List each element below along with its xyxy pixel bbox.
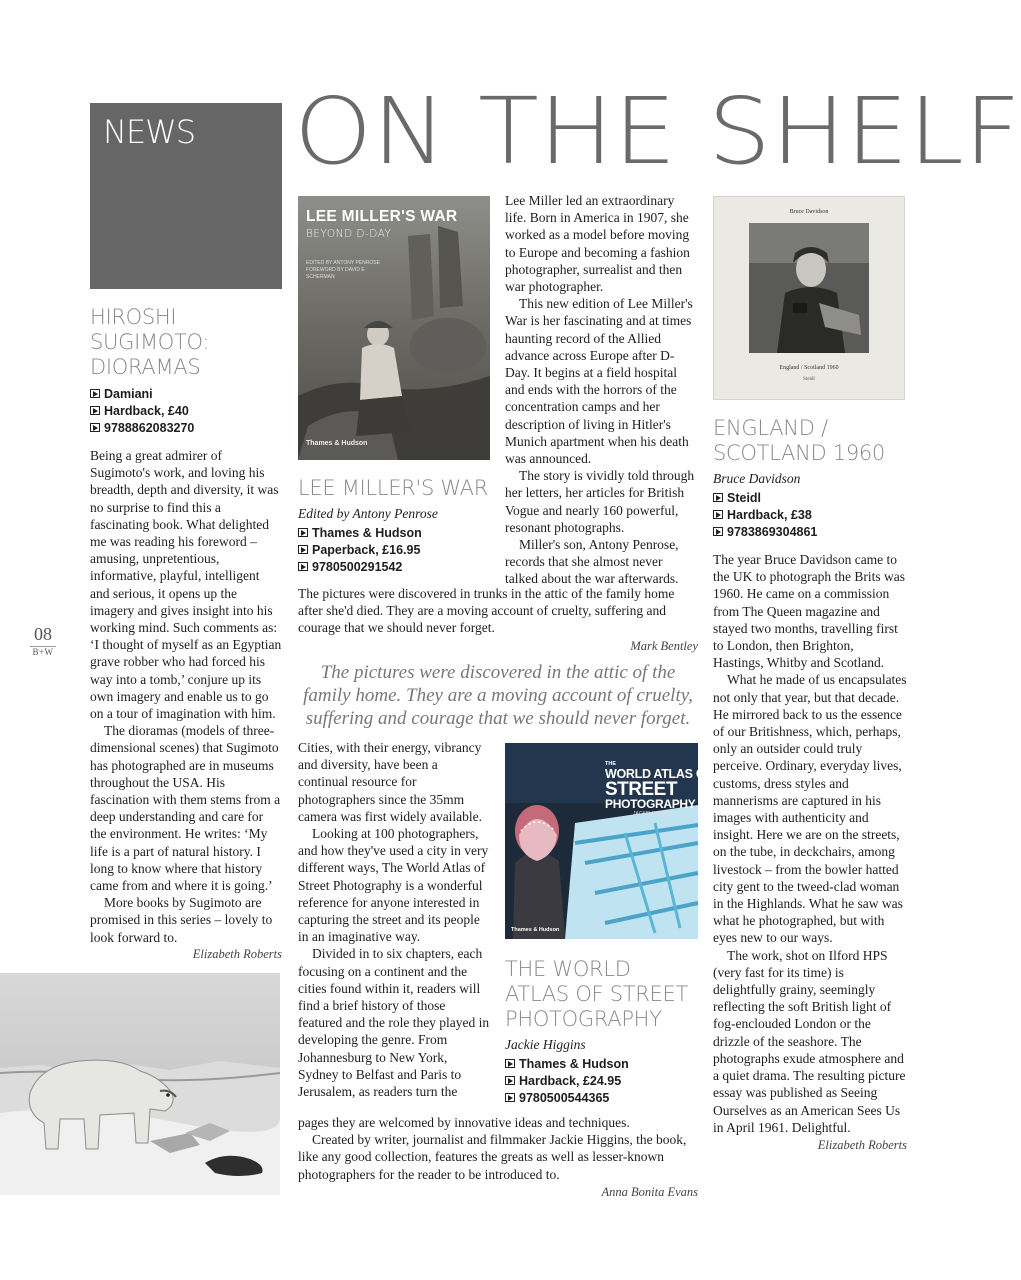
arrow-icon [713,510,723,519]
davidson-info [713,416,913,541]
polar-bear-image [0,973,280,1195]
arrow-icon [505,1093,515,1102]
news-label: NEWS [103,113,196,151]
atlas-cover-publisher: Thames & Hudson [511,927,560,933]
arrow-icon [505,1059,515,1068]
davidson-cover-photo [749,223,869,353]
lee-miller-paragraph: Lee Miller led an extraordinary life. Born in America in 1907, she worked as a model before moving to Europe and becoming a fashion photographer, surrealist and then war photographer. [505,193,690,295]
atlas-wide-paragraph: pages they are welcomed by innovative ideas and techniques. [298,1115,630,1130]
atlas-title-line-2: ATLAS OF STREET [505,982,689,1006]
atlas-author: Jackie Higgins [505,1037,586,1052]
sugimoto-title-line-2: DIORAMAS [90,355,201,379]
sugimoto-review [90,305,282,962]
arrow-icon [90,406,100,415]
lee-miller-cover-credit-1: EDITED BY ANTONY PENROSE [306,260,380,266]
sugimoto-meta [90,386,282,437]
lee-miller-paragraph: This new edition of Lee Miller's War is her fascinating and at times haunting record of the Allied advance across Europe after D-Day. It begins at a field hospital and ends with the horrors of the concentration camps and her description of living in Hitler's Munich apartment when his death was announced. [505,296,693,467]
polar-bear-photo [0,973,280,1195]
magazine-mark: B+W [30,646,56,657]
atlas-cover-street: STREET [605,779,677,800]
lee-miller-cover-title: LEE MILLER'S WAR [306,208,458,225]
davidson-body [713,551,907,1154]
atlas-publisher: Thames & Hudson [519,1057,629,1071]
pull-quote: The pictures were discovered in the attic of the family home. They are a moving account of cruelty, suffering and courage that we should never forget. [303,662,693,729]
lee-miller-author: Edited by Antony Penrose [298,506,438,521]
atlas-wide-paragraph: Created by writer, journalist and filmmaker Jackie Higgins, the book, like any good collection, features the greats as well as lesser-known photographers for the reader to be introduced to. [298,1132,687,1182]
lee-miller-info [298,476,498,576]
lee-miller-paragraph: The story is vividly told through her letters, her articles for British Vogue and nearly 160 powerful, resonant photographs. [505,468,695,535]
lee-miller-title: LEE MILLER'S WAR [298,476,489,500]
davidson-author: Bruce Davidson [713,471,801,486]
arrow-icon [713,527,723,536]
atlas-title-line-3: PHOTOGRAPHY [505,1007,662,1031]
lee-miller-signature: Mark Bentley [630,638,698,653]
lee-miller-wide-paragraph: The pictures were discovered in trunks in the attic of the family home after she'd died. They are a moving account of cruelty, suffering and courage that we should never forget. [298,586,675,636]
arrow-icon [298,545,308,554]
atlas-title [505,957,705,1032]
arrow-icon [713,493,723,502]
arrow-icon [90,389,100,398]
davidson-cover [713,196,905,400]
arrow-icon [298,562,308,571]
page-number [30,624,56,657]
atlas-paragraph: Divided in to six chapters, each focusing on a continent and the cities found within it, readers will find a brief history of those featured and the role they played in developing the genre. From Johannesburg to New York, Sydney to Belfast and Paris to Jerusalem, as readers turn the [298,946,490,1100]
lee-miller-publisher: Thames & Hudson [312,526,422,540]
lee-miller-column-text [505,192,698,588]
davidson-cover-publisher: Steidl [803,377,815,382]
page-title-text: ON THE SHELF [294,78,1021,185]
davidson-title [713,416,913,466]
sugimoto-signature: Elizabeth Roberts [192,946,282,961]
sugimoto-title-line-1: HIROSHI SUGIMOTO: [90,305,210,354]
lee-miller-cover-subtitle: BEYOND D-DAY [306,228,392,240]
lee-miller-meta [298,525,498,576]
lee-miller-cover [298,196,490,460]
arrow-icon [505,1076,515,1085]
atlas-format: Hardback, £24.95 [519,1074,622,1088]
davidson-cover-author: Bruce Davidson [789,209,829,215]
lee-miller-format: Paperback, £16.95 [312,543,421,557]
atlas-isbn: 9780500544365 [519,1091,610,1105]
page-title [294,78,1021,185]
lee-miller-isbn: 9780500291542 [312,560,403,574]
lee-miller-cover-publisher: Thames & Hudson [306,440,368,447]
lee-miller-wide-text [298,585,698,655]
atlas-signature: Anna Bonita Evans [601,1184,698,1199]
davidson-signature: Elizabeth Roberts [817,1137,907,1152]
davidson-isbn: 9783869304861 [727,525,818,539]
page-number-value: 08 [34,624,52,644]
sugimoto-title [90,305,282,380]
news-box [90,103,282,289]
atlas-wide-text [298,1114,698,1201]
lee-miller-cover-credit [306,260,386,281]
atlas-paragraph: Cities, with their energy, vibrancy and diversity, have been a continual resource for photographers since the 35mm camera was first widely available. [298,740,483,824]
davidson-paragraph: The year Bruce Davidson came to the UK to photograph the Brits was 1960. He came on a commission from The Queen magazine and stayed two months, travelling first to London, then Brighton, Hastings, Whitby and Scotland. [713,552,905,671]
atlas-cover-photography: PHOTOGRAPHY [605,797,696,811]
sugimoto-isbn: 9788862083270 [104,421,195,435]
atlas-title-line-1: THE WORLD [505,957,631,981]
sugimoto-paragraph: The dioramas (models of three-dimensional scenes) that Sugimoto has photographed are in museums throughout the USA. His fascination with them stems from a deep understanding and care for the environment. He writes: ‘My life is a part of natural history. I long to know where that history came from and where it is going.’ [90,723,281,894]
atlas-paragraph: Looking at 100 photographers, and how they've used a city in very different ways, The World Atlas of Street Photography is a wonderful reference for anyone interested in capturing the street and its people in an imaginative way. [298,826,489,945]
atlas-cover [505,743,713,939]
lee-miller-paragraph: Miller's son, Antony Penrose, records that she almost never talked about the war afterwards. [505,537,679,587]
davidson-title-line-2: SCOTLAND 1960 [713,441,885,465]
sugimoto-paragraph: More books by Sugimoto are promised in this series – lovely to look forward to. [90,895,273,945]
davidson-publisher: Steidl [727,491,762,505]
atlas-cover-world: WORLD ATLAS OF [605,767,713,781]
atlas-info [505,957,705,1107]
davidson-cover-title: England / Scotland 1960 [779,365,839,371]
sugimoto-publisher: Damiani [104,387,153,401]
davidson-meta [713,490,913,541]
arrow-icon [298,528,308,537]
davidson-paragraph: The work, shot on Ilford HPS (very fast for its time) is delightfully grainy, seemingly reflecting the soft British light of fog-enclouded London or the drizzle of the seashore. The photographs exude atmosphere and a quiet drama. The resulting picture essay was published as Seeing Ourselves as an American Sees Us in April 1961. Delightful. [713,947,906,1135]
davidson-format: Hardback, £38 [727,508,812,522]
sugimoto-body [90,447,282,946]
lee-miller-cover-credit-2: FOREWORD BY DAVID E SCHERMAN [306,267,365,280]
sugimoto-paragraph: Being a great admirer of Sugimoto's work, and loving his breadth, depth and diversity, it was no surprise to find this a fascinating book. What delighted me was reading his foreword – amusing, unpretentious, informative, playful, intelligent and serious, it opens up the imagery and gives insight into his working mind. Such comments as: ‘I thought of myself as an Egyptian grave robber who had forced his way into a tomb,’ conjure up its own imagery and enable us to go on a tour of imagination with him. [90,448,282,722]
sugimoto-format: Hardback, £40 [104,404,189,418]
atlas-cover-author: JACKIE HIGGINS [633,811,674,817]
atlas-column-text [298,739,490,1100]
arrow-icon [90,423,100,432]
davidson-title-line-1: ENGLAND / [713,416,828,440]
atlas-cover-the: THE [605,761,616,767]
davidson-paragraph: What he made of us encapsulates not only that year, but that decade. He mirrored back to us the essence of our Britishness, which, perhaps, only an outsider could truly perceive. Ordinary, everyday lives, customs, dress styles and mannerisms are captured in his images with authenticity and insight. Here we are on the streets, on the tube, in deckchairs, among livestock – from the bowler hatted city gent to the tweed-clad woman in the Highlands. What he saw was what he photographed, but with eyes new to our ways. [713,672,907,946]
atlas-meta [505,1056,705,1107]
